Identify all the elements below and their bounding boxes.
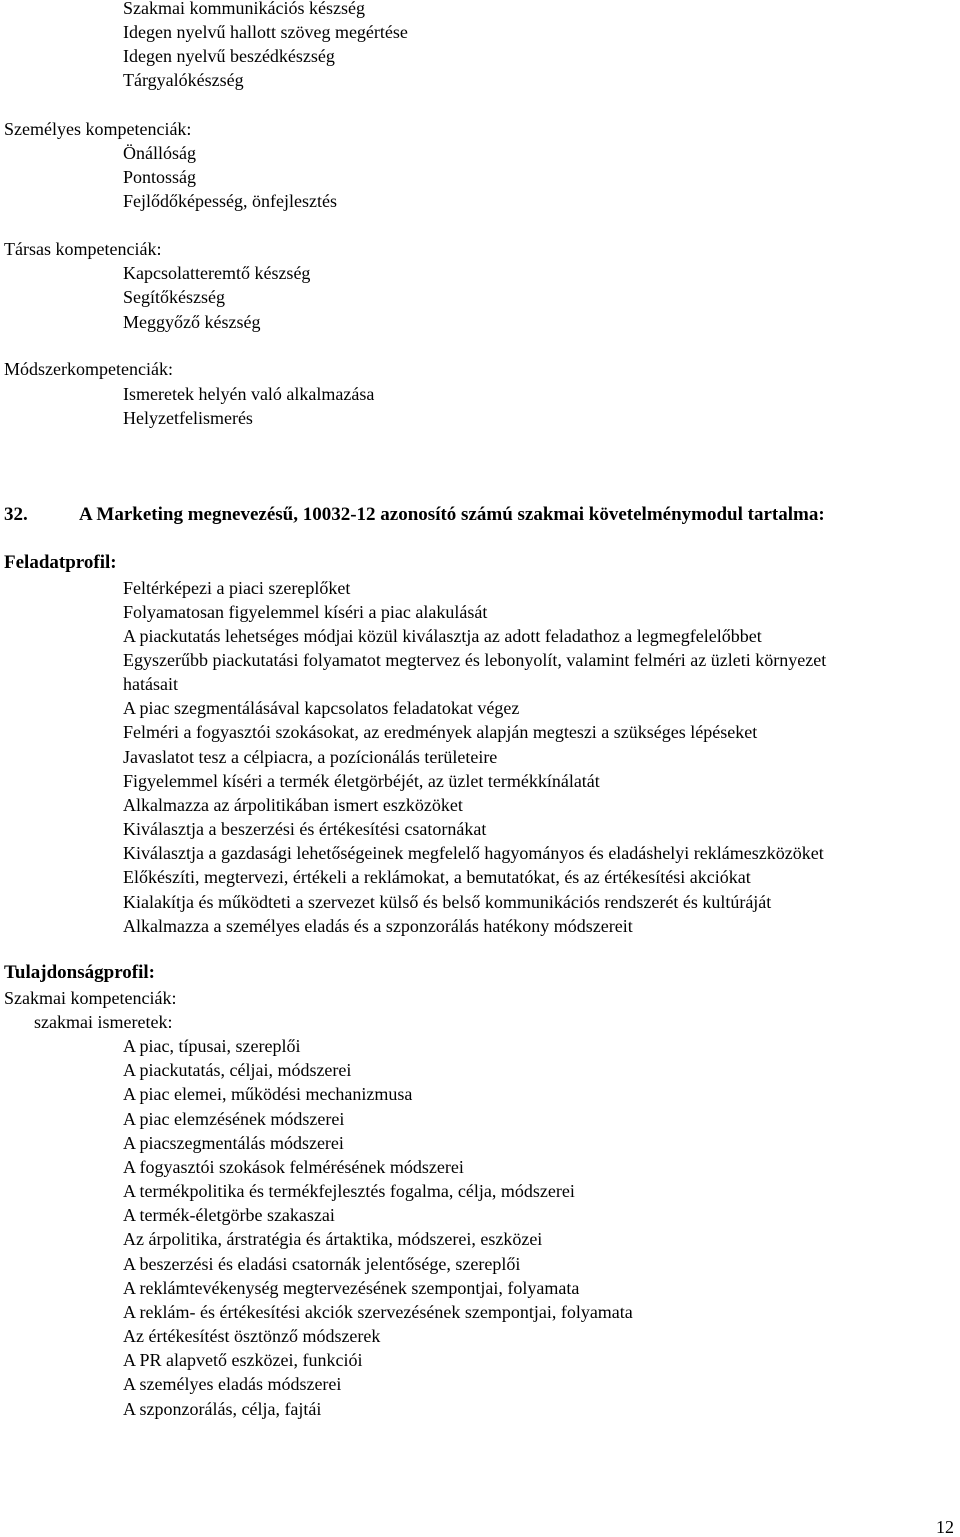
list-item: Feltérképezi a piaci szereplőket bbox=[123, 578, 351, 598]
social-competencies-label: Társas kompetenciák: bbox=[4, 239, 162, 259]
task-profile-label: Feladatprofil: bbox=[4, 552, 117, 573]
list-item: Felméri a fogyasztói szokásokat, az eredmények alapján megteszi a szükséges lépéseket bbox=[123, 722, 758, 742]
list-item: Idegen nyelvű hallott szöveg megértése bbox=[123, 22, 408, 42]
list-item: Figyelemmel kíséri a termék életgörbéjét, az üzlet termékkínálatát bbox=[123, 771, 600, 791]
list-item: Kiválasztja a gazdasági lehetőségeinek megfelelő hagyományos és eladáshelyi reklámeszközöket bbox=[123, 843, 824, 863]
list-item: A piac elemei, működési mechanizmusa bbox=[123, 1084, 413, 1104]
list-item: Az értékesítést ösztönző módszerek bbox=[123, 1326, 381, 1346]
list-item: Meggyőző készség bbox=[123, 312, 261, 332]
list-item: A személyes eladás módszerei bbox=[123, 1374, 342, 1394]
method-competencies-label: Módszerkompetenciák: bbox=[4, 359, 173, 379]
list-item: A piacszegmentálás módszerei bbox=[123, 1133, 344, 1153]
list-item: Szakmai kommunikációs készség bbox=[123, 0, 365, 18]
list-item: A PR alapvető eszközei, funkciói bbox=[123, 1350, 363, 1370]
list-item: Fejlődőképesség, önfejlesztés bbox=[123, 191, 337, 211]
list-item: A szponzorálás, célja, fajtái bbox=[123, 1399, 322, 1419]
list-item: A fogyasztói szokások felmérésének módszerei bbox=[123, 1157, 464, 1177]
list-item: A piac elemzésének módszerei bbox=[123, 1109, 345, 1129]
list-item: A piackutatás lehetséges módjai közül kiválasztja az adott feladathoz a legmegfelelőbbet bbox=[123, 626, 762, 646]
list-item: Alkalmazza az árpolitikában ismert eszközöket bbox=[123, 795, 463, 815]
list-item: Javaslatot tesz a célpiacra, a pozícionálás területeire bbox=[123, 747, 498, 767]
professional-competencies-label: Szakmai kompetenciák: bbox=[4, 988, 177, 1008]
list-item: A termék-életgörbe szakaszai bbox=[123, 1205, 335, 1225]
list-item: Alkalmazza a személyes eladás és a szponzorálás hatékony módszereit bbox=[123, 916, 633, 936]
list-item: A reklámtevékenység megtervezésének szempontjai, folyamata bbox=[123, 1278, 580, 1298]
list-item: A reklám- és értékesítési akciók szervezésének szempontjai, folyamata bbox=[123, 1302, 633, 1322]
list-item: A beszerzési és eladási csatornák jelentősége, szereplői bbox=[123, 1254, 521, 1274]
list-item: Tárgyalókészség bbox=[123, 70, 244, 90]
professional-knowledge-label: szakmai ismeretek: bbox=[34, 1012, 173, 1032]
list-item: A piac szegmentálásával kapcsolatos feladatokat végez bbox=[123, 698, 520, 718]
list-item: Helyzetfelismerés bbox=[123, 408, 253, 428]
list-item: Kapcsolatteremtő készség bbox=[123, 263, 311, 283]
list-item: Egyszerűbb piackutatási folyamatot megtervez és lebonyolít, valamint felméri az üzleti környezet bbox=[123, 650, 827, 670]
property-profile-label: Tulajdonságprofil: bbox=[4, 962, 155, 983]
list-item: Kialakítja és működteti a szervezet külső és belső kommunikációs rendszerét és kultúráját bbox=[123, 892, 772, 912]
list-item: A piac, típusai, szereplői bbox=[123, 1036, 301, 1056]
list-item: A piackutatás, céljai, módszerei bbox=[123, 1060, 352, 1080]
list-item: Folyamatosan figyelemmel kíséri a piac alakulását bbox=[123, 602, 488, 622]
list-item: Kiválasztja a beszerzési és értékesítési csatornákat bbox=[123, 819, 487, 839]
section-title: A Marketing megnevezésű, 10032-12 azonosító számú szakmai követelménymodul tartalma: bbox=[79, 504, 825, 525]
section-number: 32. bbox=[4, 504, 28, 525]
list-item: Az árpolitika, árstratégia és ártaktika, módszerei, eszközei bbox=[123, 1229, 543, 1249]
list-item: Ismeretek helyén való alkalmazása bbox=[123, 384, 375, 404]
page-number: 12 bbox=[936, 1517, 954, 1537]
list-item: Előkészíti, megtervezi, értékeli a reklámokat, a bemutatókat, és az értékesítési akciókat bbox=[123, 867, 751, 887]
list-item: A termékpolitika és termékfejlesztés fogalma, célja, módszerei bbox=[123, 1181, 575, 1201]
list-item: Önállóság bbox=[123, 143, 196, 163]
list-item: Segítőkészség bbox=[123, 287, 225, 307]
list-item: hatásait bbox=[123, 674, 178, 694]
personal-competencies-label: Személyes kompetenciák: bbox=[4, 119, 192, 139]
list-item: Idegen nyelvű beszédkészség bbox=[123, 46, 335, 66]
list-item: Pontosság bbox=[123, 167, 197, 187]
